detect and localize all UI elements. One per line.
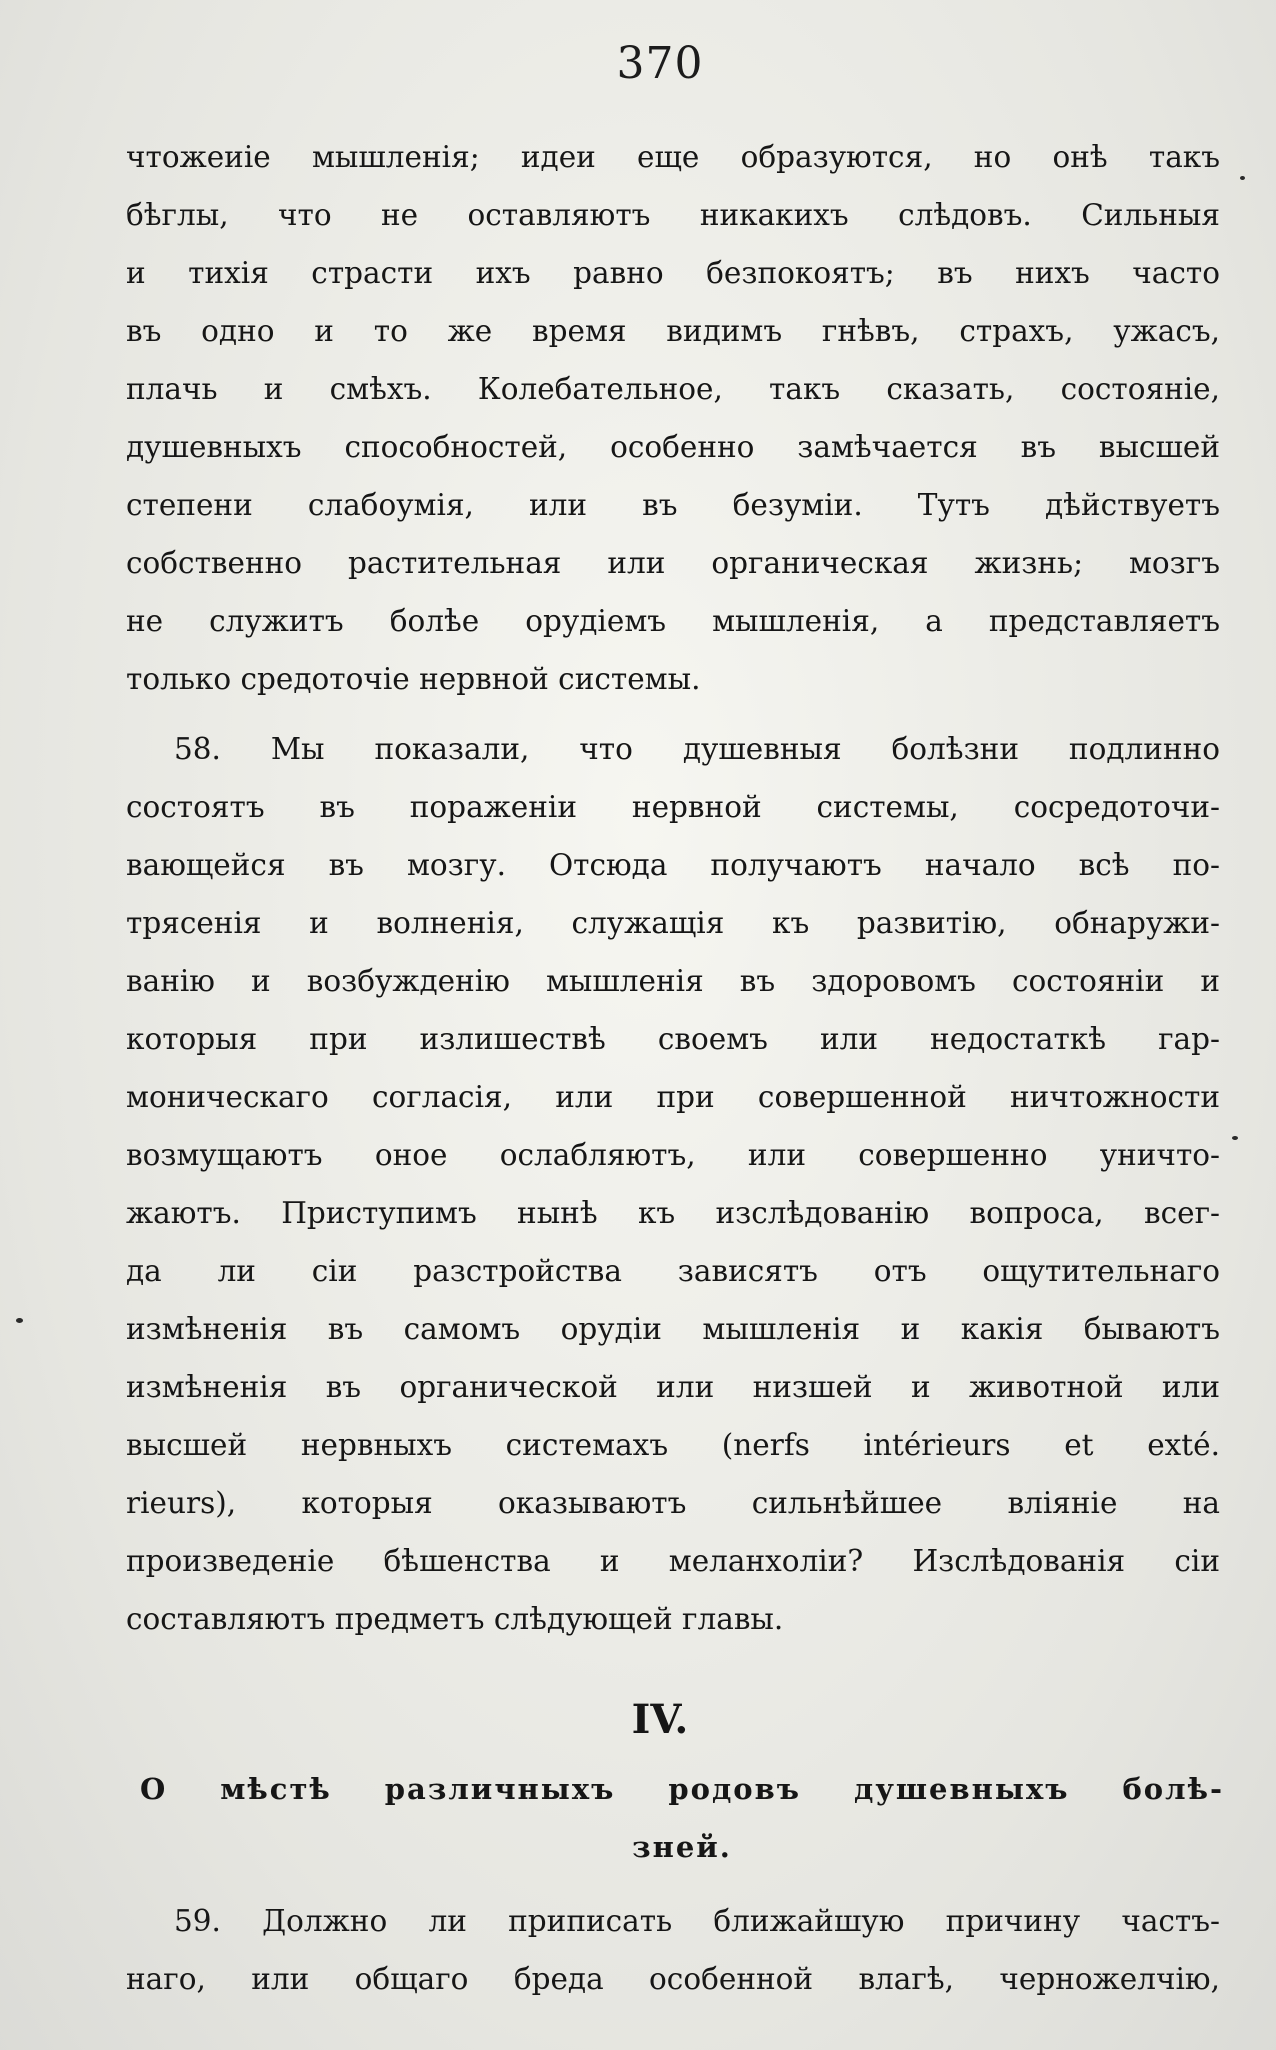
text-line: 58. Мы показали, что душевныя болѣзни подлинно: [174, 732, 1220, 766]
text-line: собственно растительная или органическая жизнь; мозгъ: [126, 546, 1220, 580]
text-line: вающейся въ мозгу. Отсюда получаютъ начало всѣ по-: [126, 848, 1220, 882]
paragraph-1: [126, 128, 1220, 708]
text-line: высшей нервныхъ системахъ (nerfs intérieurs et exté.: [126, 1428, 1220, 1462]
text-line: ванію и возбужденію мышленія въ здоровомъ состояніи и: [126, 964, 1220, 998]
text-line: плачь и смѣхъ. Колебательное, такъ сказать, состояніе,: [126, 372, 1220, 406]
text-line: 59. Должно ли приписать ближайшую причину частъ-: [174, 1904, 1220, 1938]
text-line: бѣглы, что не оставляютъ никакихъ слѣдовъ. Сильныя: [126, 198, 1220, 232]
text-line: въ одно и то же время видимъ гнѣвъ, страхъ, ужасъ,: [126, 314, 1220, 348]
ink-speck: [1232, 1136, 1238, 1140]
text-line: составляютъ предметъ слѣдующей главы.: [126, 1602, 784, 1636]
ink-speck: [16, 1318, 23, 1323]
ink-speck: [1240, 176, 1245, 180]
text-line: которыя при излишествѣ своемъ или недостаткѣ гар-: [126, 1022, 1220, 1056]
text-line: только средоточіе нервной системы.: [126, 662, 701, 696]
text-line: возмущаютъ оное ослабляютъ, или совершенно уничто-: [126, 1138, 1220, 1172]
text-line: наго, или общаго бреда особенной влагѣ, черножелчію,: [126, 1962, 1220, 1996]
chapter-number: IV.: [631, 1696, 689, 1743]
text-line: степени слабоумія, или въ безуміи. Тутъ дѣйствуетъ: [126, 488, 1220, 522]
chapter-title-line: О мѣстѣ различныхъ родовъ душевныхъ болѣ-: [140, 1772, 1224, 1806]
page-number: 370: [616, 38, 704, 89]
chapter-title: [140, 1760, 1224, 1876]
paragraph-59: [126, 1892, 1220, 2008]
text-line: чтожеиіе мышленія; идеи еще образуются, но онѣ такъ: [126, 140, 1220, 174]
text-line: состоятъ въ пораженіи нервной системы, сосредоточи-: [126, 790, 1220, 824]
text-line: и тихія страсти ихъ равно безпокоятъ; въ нихъ часто: [126, 256, 1220, 290]
text-line: rieurs), которыя оказываютъ сильнѣйшее вліяніе на: [126, 1486, 1220, 1520]
text-line: произведеніе бѣшенства и меланхоліи? Изслѣдованія сіи: [126, 1544, 1220, 1578]
text-line: да ли сіи разстройства зависятъ отъ ощутительнаго: [126, 1254, 1220, 1288]
text-line: измѣненія въ органической или низшей и животной или: [126, 1370, 1220, 1404]
text-line: трясенія и волненія, служащія къ развитію, обнаружи-: [126, 906, 1220, 940]
text-line: душевныхъ способностей, особенно замѣчается въ высшей: [126, 430, 1220, 464]
text-line: жаютъ. Приступимъ нынѣ къ изслѣдованію вопроса, всег-: [126, 1196, 1220, 1230]
text-line: моническаго согласія, или при совершенной ничтожности: [126, 1080, 1220, 1114]
paragraph-58: [126, 720, 1220, 1648]
text-line: не служитъ болѣе орудіемъ мышленія, а представляетъ: [126, 604, 1220, 638]
text-line: измѣненія въ самомъ орудіи мышленія и какія бываютъ: [126, 1312, 1220, 1346]
chapter-title-line: зней.: [632, 1830, 732, 1864]
